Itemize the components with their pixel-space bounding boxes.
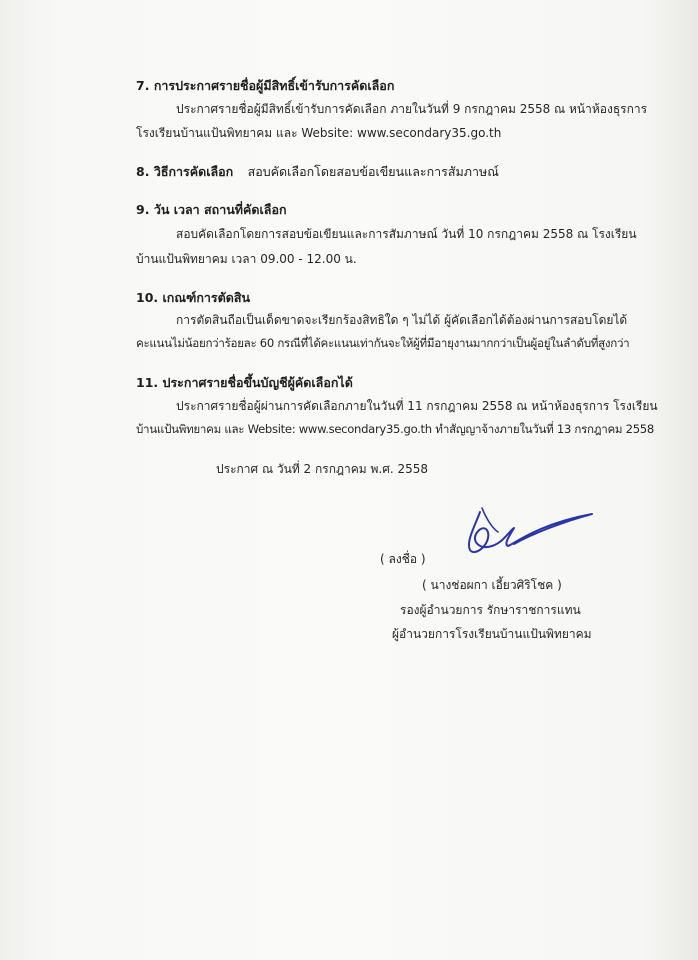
section-9-heading (136, 200, 287, 220)
section-7-number: 7. (136, 78, 150, 93)
section-8-number: 8. (136, 164, 150, 179)
section-11-heading (136, 373, 353, 393)
section-10-number: 10. (136, 290, 159, 305)
announcement-date: ประกาศ ณ วันที่ 2 กรกฎาคม พ.ศ. 2558 (216, 462, 429, 476)
section-7-heading (136, 76, 394, 96)
section-7-line-2: โรงเรียนบ้านแป้นพิทยาคม และ Website: www.secondary35.go.th (136, 126, 502, 140)
signatory-position-1: รองผู้อำนวยการ รักษาราชการแทน (400, 603, 581, 617)
section-10-line-1: การตัดสินถือเป็นเด็ดขาดจะเรียกร้องสิทธิใด ๆ ไม่ได้ ผู้คัดเลือกได้ต้องผ่านการสอบโดยได้ (176, 313, 628, 327)
section-9-line-1: สอบคัดเลือกโดยการสอบข้อเขียนและการสัมภาษณ์ วันที่ 10 กรกฎาคม 2558 ณ โรงเรียน (176, 227, 637, 241)
section-7-title: การประกาศรายชื่อผู้มีสิทธิ์เข้ารับการคัดเลือก (153, 78, 395, 93)
section-9-line-2: บ้านแป้นพิทยาคม เวลา 09.00 - 12.00 น. (136, 252, 357, 266)
section-7-line-1: ประกาศรายชื่อผู้มีสิทธิ์เข้ารับการคัดเลือก ภายในวันที่ 9 กรกฎาคม 2558 ณ หน้าห้องธุรการ (176, 102, 648, 116)
section-8-title: วิธีการคัดเลือก (153, 164, 234, 179)
section-8-text: สอบคัดเลือกโดยสอบข้อเขียนและการสัมภาษณ์ (247, 164, 499, 179)
section-9-title: วัน เวลา สถานที่คัดเลือก (153, 202, 287, 217)
signatory-name: ( นางช่อผกา เอี้ยวศิริโชค ) (422, 578, 562, 592)
section-11-number: 11. (136, 375, 159, 390)
section-11-title: ประกาศรายชื่อขึ้นบัญชีผู้คัดเลือกได้ (162, 375, 353, 390)
section-8-heading (136, 162, 499, 182)
section-10-title: เกณฑ์การตัดสิน (162, 290, 251, 305)
section-9-number: 9. (136, 202, 150, 217)
sign-label: ( ลงชื่อ ) (380, 552, 426, 566)
section-10-heading (136, 288, 250, 308)
section-11-line-1: ประกาศรายชื่อผู้ผ่านการคัดเลือกภายในวันที่ 11 กรกฎาคม 2558 ณ หน้าห้องธุรการ โรงเรียน (176, 399, 658, 413)
section-11-line-2: บ้านแป้นพิทยาคม และ Website: www.secondary35.go.th ทำสัญญาจ้างภายในวันที่ 13 กรกฎาคม 2558 (136, 422, 654, 436)
section-10-line-2: คะแนนไม่น้อยกว่าร้อยละ 60 กรณีที่ได้คะแนนเท่ากันจะให้ผู้ที่มีอายุงานมากกว่าเป็นผู้อยู่ในลำดับที่สูงกว่า (136, 336, 630, 350)
handwritten-signature (452, 498, 602, 568)
signatory-position-2: ผู้อำนวยการโรงเรียนบ้านแป้นพิทยาคม (392, 627, 592, 641)
